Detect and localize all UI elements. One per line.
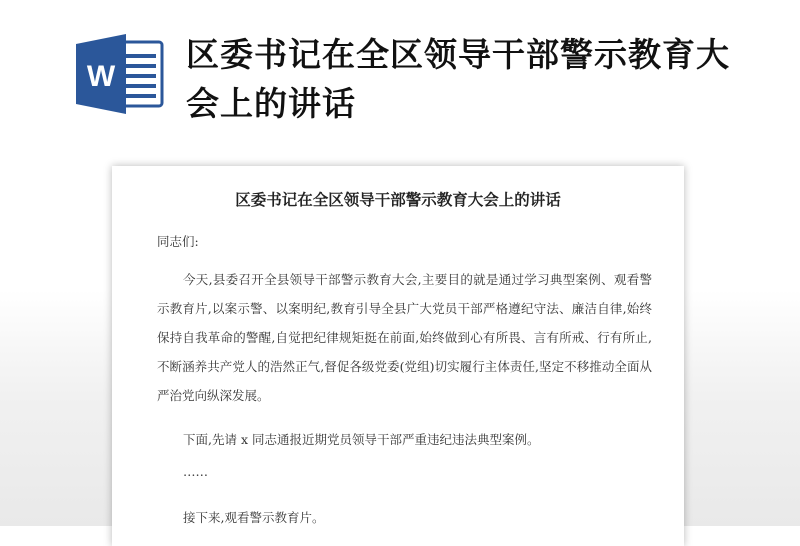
document-page — [112, 166, 684, 546]
paragraph-1: 今天,县委召开全县领导干部警示教育大会,主要目的就是通过学习典型案例、观看警示教育片,以案示警、以案明纪,教育引导全县广大党员干部严格遵纪守法、廉洁自律,始终保持自我革命的警醒,自觉把纪律规矩挺在前面,始终做到心有所畏、言有所戒、行有所止,不断涵养共产党人的浩然正气,督促各级党委(党组)切实履行主体责任,坚定不移推动全面从严治党向纵深发展。 — [157, 272, 652, 403]
greeting: 同志们: — [157, 234, 199, 249]
word-icon-letter: W — [86, 60, 116, 93]
word-document-icon — [76, 34, 164, 114]
paragraph-2: 下面,先请 x 同志通报近期党员领导干部严重违纪违法典型案例。 — [183, 432, 540, 447]
page-heading: 区委书记在全区领导干部警示教育大会上的讲话 — [235, 190, 561, 209]
paragraph-3: 接下来,观看警示教育片。 — [183, 510, 325, 525]
document-title: 区委书记在全区领导干部警示教育大会上的讲话 — [186, 35, 730, 123]
header — [0, 0, 800, 140]
ellipsis-line: …… — [183, 464, 208, 479]
